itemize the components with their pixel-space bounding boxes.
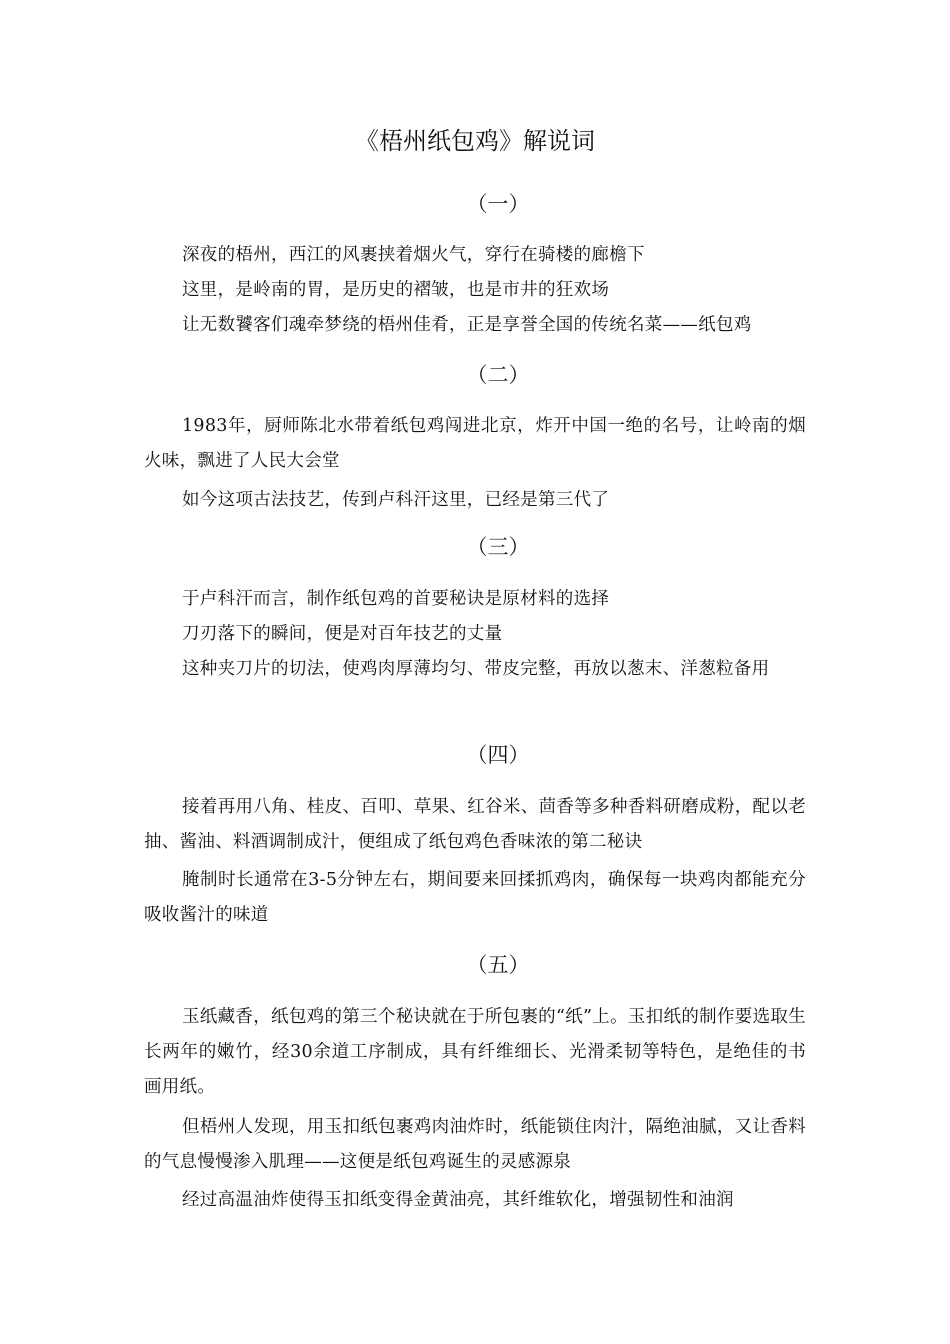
document-title: 《梧州纸包鸡》解说词 (355, 127, 595, 155)
paragraph: 这种夹刀片的切法，使鸡肉厚薄均匀、带皮完整，再放以葱末、洋葱粒备用 (182, 659, 770, 679)
paragraph: 刀刃落下的瞬间，便是对百年技艺的丈量 (182, 624, 503, 644)
section-heading-2: （二） (466, 363, 530, 387)
paragraph: 深夜的梧州，西江的风裹挟着烟火气，穿行在骑楼的廊檐下 (182, 245, 645, 265)
paragraph: 如今这项古法技艺，传到卢科汗这里，已经是第三代了 (182, 490, 610, 510)
paragraph: 接着再用八角、桂皮、百叩、草果、红谷米、茴香等多种香料研磨成粉，配以老抽、酱油、料酒调制成汁，便组成了纸包鸡色香味浓的第二秘诀 (144, 797, 806, 852)
paragraph: 让无数饕客们魂牵梦绕的梧州佳肴，正是享誉全国的传统名菜——纸包鸡 (182, 315, 752, 335)
paragraph: 腌制时长通常在3-5分钟左右，期间要来回揉抓鸡肉，确保每一块鸡肉都能充分吸收酱汁的味道 (144, 870, 806, 925)
paragraph: 1983年，厨师陈北水带着纸包鸡闯进北京，炸开中国一绝的名号，让岭南的烟火味，飘进了人民大会堂 (144, 416, 806, 471)
section-heading-1: （一） (466, 192, 530, 216)
section-heading-4: （四） (466, 743, 530, 767)
section-heading-5: （五） (466, 953, 530, 977)
paragraph: 这里，是岭南的胃，是历史的褶皱，也是市井的狂欢场 (182, 280, 610, 300)
paragraph: 但梧州人发现，用玉扣纸包裹鸡肉油炸时，纸能锁住肉汁，隔绝油腻，又让香料的气息慢慢渗入肌理——这便是纸包鸡诞生的灵感源泉 (144, 1117, 806, 1172)
paragraph: 经过高温油炸使得玉扣纸变得金黄油亮，其纤维软化，增强韧性和油润 (182, 1190, 734, 1210)
paragraph: 玉纸藏香，纸包鸡的第三个秘诀就在于所包裹的“纸”上。玉扣纸的制作要选取生长两年的嫩竹，经30余道工序制成，具有纤维细长、光滑柔韧等特色，是绝佳的书画用纸。 (144, 1007, 806, 1097)
section-heading-3: （三） (466, 535, 530, 559)
paragraph: 于卢科汗而言，制作纸包鸡的首要秘诀是原材料的选择 (182, 589, 610, 609)
